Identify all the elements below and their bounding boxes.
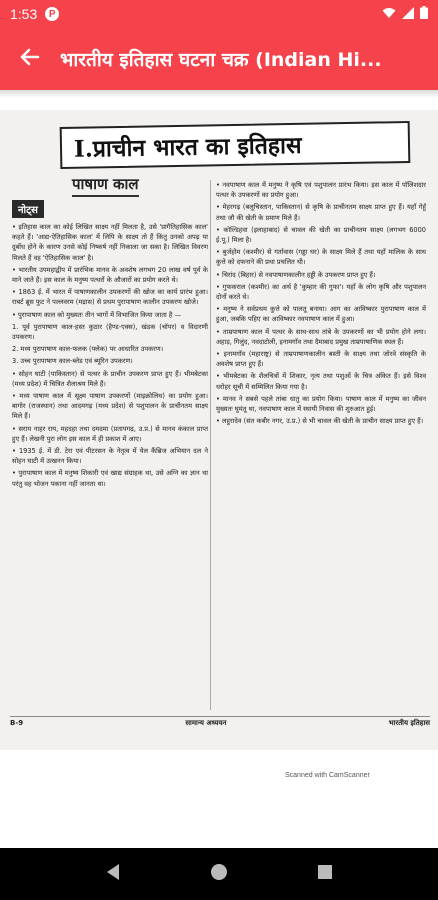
page-number: B-9 — [10, 719, 24, 727]
scanner-watermark: Scanned with CamScanner — [285, 772, 370, 779]
paragraph: • लहुरादेव (संत कबीर नगर, उ.प्र.) से भी चावल की खेती के प्राचीन साक्ष्य प्राप्त हुए हैं। — [216, 417, 424, 426]
paragraph: • पुरापाषाण काल में मनुष्य शिकारी एवं खाद्य संग्राहक था, उसे अग्नि का ज्ञान था परंतु वह भोजन पकाना नहीं जानता था। — [12, 469, 208, 488]
app-notification-icon: P — [45, 7, 59, 21]
paragraph: • मनुष्य ने सर्वप्रथम कुत्ते को पालतू बनाया। आग का आविष्कार पुरापाषाण काल में हुआ, जबकि पहिए का आविष्कार नवपाषाण काल में हुआ। — [216, 305, 426, 324]
pdf-viewer[interactable] — [0, 90, 438, 848]
triangle-back-icon — [105, 863, 121, 885]
paragraph: • मानव ने सबसे पहले तांबा धातु का प्रयोग किया। पाषाण काल में मनुष्य का जीवन मुख्यतः घुमंतू था, नवपाषाण काल में स्थायी निवास की शुरुआत हुई। — [216, 394, 426, 414]
section-heading: पाषाण काल — [72, 174, 139, 197]
page-title: भारतीय इतिहास घटना चक्र (Indian Hi... — [60, 49, 382, 71]
nav-home-button[interactable] — [199, 854, 239, 894]
paragraph: • भीमबेटका के शैलचित्रों में शिकार, नृत्य तथा पशुओं के चित्र अंकित हैं। इसे विश्व धरोहर सूची में सम्मिलित किया गया है। — [216, 372, 426, 391]
paragraph: • 1935 ई. में डी. टेरा एवं पीटरसन के नेतृत्व में येल कैंब्रिज अभियान दल ने सोहन घाटी में उत्खनन किया। — [12, 447, 208, 466]
paragraph: • कोल्डिहवा (इलाहाबाद) से चावल की खेती का प्राचीनतम साक्ष्य (लगभग 6000 ई.पू.) मिला है। — [216, 225, 426, 245]
status-icons — [382, 6, 428, 22]
paragraph: • नवपाषाण काल में मनुष्य ने कृषि एवं पशुपालन प्रारंभ किया। इस काल में पॉलिशदार पत्थर के उपकरणों का प्रयोग हुआ। — [216, 181, 426, 200]
page-edge-shadow — [0, 90, 438, 98]
scanned-page — [0, 110, 438, 750]
nav-back-button[interactable] — [93, 854, 133, 894]
wifi-icon — [382, 6, 396, 22]
paragraph: • गुफकराल (कश्मीर) का अर्थ है 'कुम्हार की गुफा'। यहाँ के लोग कृषि और पशुपालन दोनों करते थे। — [216, 282, 426, 302]
column-divider — [210, 180, 211, 710]
chapter-title-box — [60, 121, 411, 169]
footer-book: भारतीय इतिहास — [388, 719, 430, 727]
back-button[interactable] — [0, 28, 60, 90]
paragraph: • पुरापाषाण काल को मुख्यतः तीन भागों में विभाजित किया जाता है — — [12, 310, 182, 319]
paragraph: • भारतीय उपमहाद्वीप में प्रारंभिक मानव के अवशेष लगभग 20 लाख वर्ष पूर्व के माने जाते हैं। इस काल के मनुष्य पत्थरों के औजारों का प्रयोग करते थे। — [12, 265, 208, 285]
nav-recents-button[interactable] — [305, 854, 345, 894]
paragraph: • सराय नाहर राय, महदहा तथा दमदमा (प्रतापगढ़, उ.प्र.) से मानव कंकाल प्राप्त हुए हैं। लेखनी पुरा लोग इस काल में ही प्रकाश में आए। — [12, 424, 208, 443]
square-recents-icon — [317, 864, 333, 884]
paragraph: • चिरांद (बिहार) से नवपाषाणकालीन हड्डी के उपकरण प्राप्त हुए हैं। — [216, 270, 376, 279]
paragraph: • मेहरगढ़ (बलूचिस्तान, पाकिस्तान) से कृषि के प्राचीनतम साक्ष्य प्राप्त हुए हैं। यहाँ गेहूँ तथा जौ की खेती के प्रमाण मिले हैं। — [216, 203, 426, 222]
app-bar — [0, 28, 438, 90]
paragraph: • मध्य पाषाण काल में सूक्ष्म पाषाण उपकरणों (माइक्रोलिथ) का प्रयोग हुआ। बागोर (राजस्थान) तथा आदमगढ़ (मध्य प्रदेश) से पशुपालन के प्राचीनतम साक्ष्य मिले हैं। — [12, 392, 208, 421]
paragraph: • इनामगाँव (महाराष्ट्र) से ताम्रपाषाणकालीन बस्ती के साक्ष्य तथा जोरवे संस्कृति के अवशेष प्राप्त हुए हैं। — [216, 350, 426, 369]
page-footer — [10, 716, 430, 730]
paragraph: 2. मध्य पुरापाषाण काल-फलक (फ्लेक) पर आधारित उपकरण। — [12, 345, 164, 354]
status-bar — [0, 0, 438, 28]
paragraph: • सोहन घाटी (पाकिस्तान) से पत्थर के प्राचीन उपकरण प्राप्त हुए हैं। भीमबेटका (मध्य प्रदेश) में चित्रित शैलाश्रय मिले हैं। — [12, 369, 208, 388]
system-nav-bar — [0, 848, 438, 900]
paragraph: • इतिहास काल का कोई लिखित साक्ष्य नहीं मिलता है, उसे 'प्रागैतिहासिक काल' कहते हैं। 'आद्य-ऐतिहासिक काल' में लिपि के साक्ष्य तो हैं किंतु उनको अपढ़ या दुर्बोध होने के कारण उनसे कोई निष्कर्ष नहीं निकाला जा सका है। लिखित विवरण मिलते हैं वह 'ऐतिहासिक काल' है। — [12, 223, 208, 262]
footer-subject: सामान्य अध्ययन — [185, 719, 227, 727]
paragraph: • 1863 ई. में भारत में पाषाणकालीन उपकरणों की खोज का कार्य प्रारंभ हुआ। राबर्ट ब्रूस फुट ने पल्लवरम (मद्रास) से प्रथम पुरापाषाण कालीन उपकरण खोजे। — [12, 288, 208, 307]
paragraph: • बुर्जहोम (कश्मीर) से गर्तावास (गड्ढा घर) के साक्ष्य मिले हैं तथा यहाँ मालिक के साथ कुत्ते को दफनाने की प्रथा प्रचलित थी। — [216, 248, 426, 267]
circle-home-icon — [210, 863, 228, 885]
paragraph: 3. उच्च पुरापाषाण काल-ब्लेड एवं ब्यूरिन उपकरण। — [12, 357, 133, 366]
chapter-title: I.प्राचीन भारत का इतिहास — [73, 131, 302, 163]
paragraph: • ताम्रपाषाण काल में पत्थर के साथ-साथ तांबे के उपकरणों का भी प्रयोग होने लगा। अहाड़, गिलुंद, नवदाटोली, इनामगाँव तथा दैमाबाद प्रमुख ताम्रपाषाणिक स्थल हैं। — [216, 327, 426, 346]
status-time: 1:53 — [10, 6, 38, 22]
paragraph: 1. पूर्व पुरापाषाण काल-हस्त कुठार (हैण्ड-एक्स), खंडक (चॉपर) व विदारणी उपकरण। — [12, 322, 208, 342]
battery-icon — [420, 6, 428, 22]
right-text-column — [216, 180, 426, 710]
notes-tag: नोट्स — [12, 200, 44, 218]
arrow-back-icon — [20, 47, 40, 71]
left-text-column — [12, 222, 208, 710]
signal-icon — [402, 6, 414, 22]
